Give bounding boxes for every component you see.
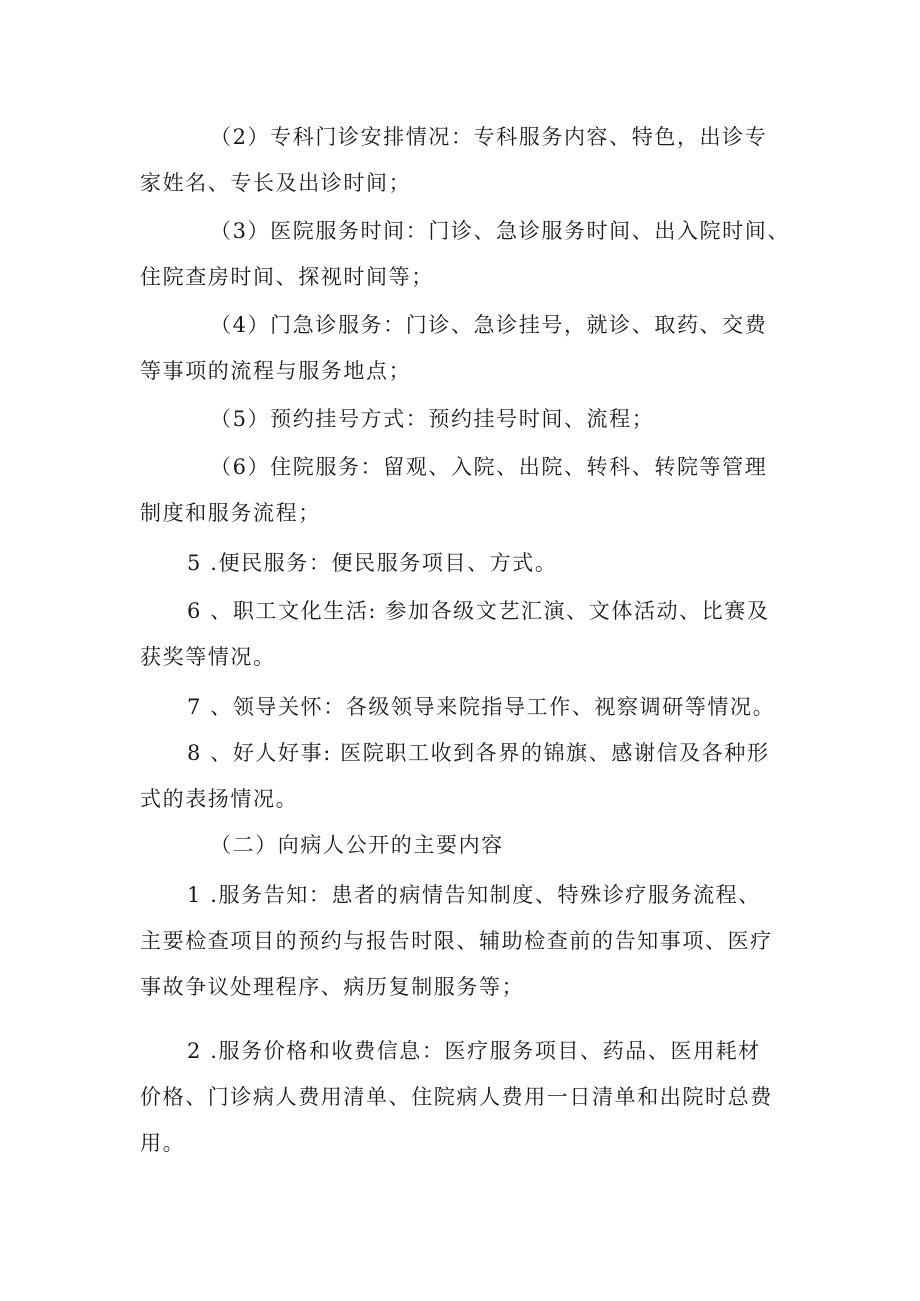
text-line: （6）住院服务：留观、入院、出院、转科、转院等管理 <box>210 455 768 479</box>
text-line: （二）向病人公开的主要内容 <box>210 833 504 857</box>
paragraph-pricing-info <box>140 1028 790 1166</box>
text-line: 6 、职工文化生活: 参加各级文艺汇演、文体活动、比赛及 <box>187 599 770 623</box>
paragraph-leadership-care <box>140 684 790 730</box>
text-line: （3）医院服务时间：门诊、急诊服务时间、出入院时间、 <box>210 219 790 243</box>
text-line: （4）门急诊服务：门诊、急诊挂号，就诊、取药、交费 <box>210 313 768 337</box>
text-line: 式的表扬情况。 <box>140 787 299 811</box>
text-line: 8 、好人好事: 医院职工收到各界的锦旗、感谢信及各种形 <box>187 741 770 765</box>
text-line: 住院查房时间、探视时间等； <box>140 265 434 289</box>
text-line: 7 、领导关怀：各级领导来院指导工作、视察调研等情况。 <box>187 695 776 719</box>
paragraph-service-notification <box>140 872 790 1010</box>
text-line: 5 .便民服务：便民服务项目、方式。 <box>187 551 558 575</box>
text-line: 主要检查项目的预约与报告时限、辅助检查前的告知事项、医疗 <box>140 929 773 953</box>
paragraph-staff-culture <box>140 588 790 680</box>
text-line: （2）专科门诊安排情况：专科服务内容、特色，出诊专 <box>210 125 768 149</box>
paragraph-outpatient-service <box>140 302 790 394</box>
paragraph-inpatient-service <box>140 444 790 536</box>
text-line: 家姓名、专长及出诊时间； <box>140 171 412 195</box>
text-line: 等事项的流程与服务地点； <box>140 359 412 383</box>
text-line: 1 .服务告知：患者的病情告知制度、特殊诊疗服务流程、 <box>187 883 761 907</box>
paragraph-service-hours <box>140 208 790 300</box>
text-line: 制度和服务流程； <box>140 501 321 525</box>
text-line: 获奖等情况。 <box>140 645 276 669</box>
text-line: 用。 <box>140 1131 186 1155</box>
paragraph-appointment <box>140 396 790 442</box>
text-line: 2 .服务价格和收费信息：医疗服务项目、药品、医用耗材 <box>187 1039 761 1063</box>
section-heading-patient-disclosure <box>140 822 790 868</box>
text-line: （5）预约挂号方式：预约挂号时间、流程； <box>210 407 655 431</box>
text-line: 事故争议处理程序、病历复制服务等； <box>140 975 525 999</box>
paragraph-convenience-service <box>140 540 790 586</box>
paragraph-good-deeds <box>140 730 790 822</box>
text-line: 价格、门诊病人费用清单、住院病人费用一日清单和出院时总费 <box>140 1085 773 1109</box>
paragraph-specialty-clinic <box>140 114 790 206</box>
